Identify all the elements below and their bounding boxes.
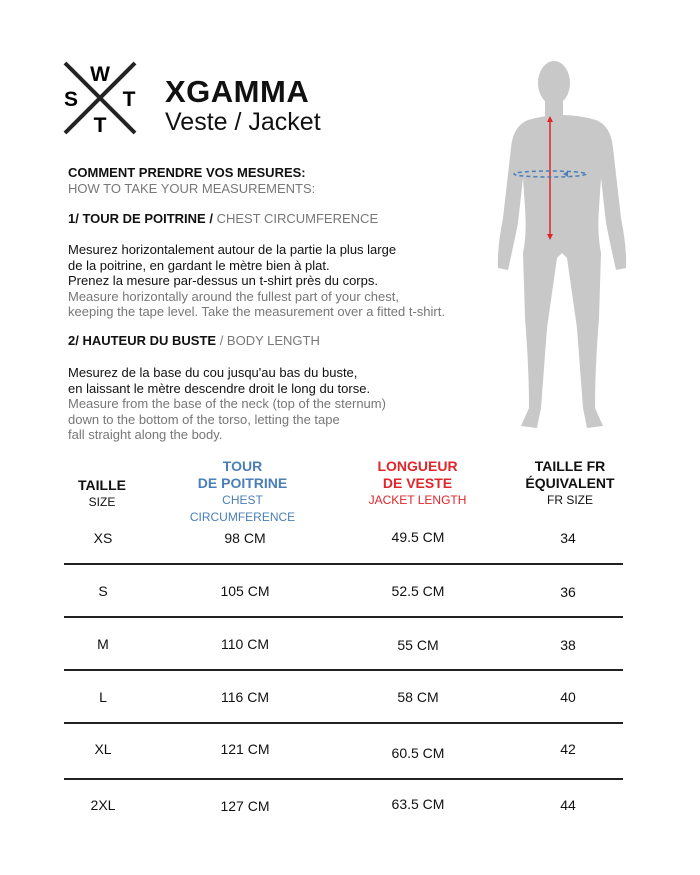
step2-fr-line: en laissant le mètre descendre droit le long du torse. xyxy=(68,380,371,396)
step1-text xyxy=(68,242,445,320)
header-chest xyxy=(170,458,315,526)
header-fr-size-fr: TAILLE FR ÉQUIVALENT xyxy=(525,458,615,491)
step1-heading xyxy=(68,211,378,227)
step2-fr-line: Mesurez de la base du cou jusqu'au bas du buste, xyxy=(68,365,358,380)
fr-size-cell: 42 xyxy=(560,741,576,757)
chest-cell: 121 CM xyxy=(220,741,270,757)
header-chest-en: CHEST CIRCUMFERENCE xyxy=(189,493,296,524)
chest-cell: 127 CM xyxy=(220,798,270,814)
brand-title: XGAMMA xyxy=(165,74,310,109)
length-cell: 55 CM xyxy=(397,637,439,653)
chest-cell: 98 CM xyxy=(224,530,266,546)
length-cell: 52.5 CM xyxy=(391,583,445,599)
svg-text:T: T xyxy=(122,88,136,111)
header-size-fr: TAILLE xyxy=(78,477,126,493)
step1-fr-line: Prenez la mesure par-dessus un t-shirt près du corps. xyxy=(68,273,378,288)
header-size xyxy=(52,477,152,511)
row-divider xyxy=(64,722,623,724)
length-cell: 63.5 CM xyxy=(391,796,445,812)
size-cell: L xyxy=(99,689,107,705)
step2-en-line: fall straight along the body. xyxy=(68,427,223,442)
howto-title-fr: COMMENT PRENDRE VOS MESURES: xyxy=(68,165,306,180)
header-fr-size xyxy=(500,458,640,509)
header-chest-fr: TOUR DE POITRINE xyxy=(197,458,288,491)
fr-size-cell: 36 xyxy=(560,584,576,600)
length-cell: 58 CM xyxy=(397,689,439,705)
header-length xyxy=(345,458,490,509)
row-divider xyxy=(64,778,623,780)
length-cell: 49.5 CM xyxy=(391,529,445,545)
svg-text:W: W xyxy=(90,63,110,86)
fr-size-cell: 38 xyxy=(560,637,576,653)
step2-en-line: down to the bottom of the torso, letting the tape xyxy=(68,411,340,427)
body-measurement-figure xyxy=(495,58,630,436)
swt-logo xyxy=(62,60,138,136)
howto-title-en: HOW TO TAKE YOUR MEASUREMENTS: xyxy=(68,181,316,196)
step1-fr-line: Mesurez horizontalement autour de la partie la plus large xyxy=(68,242,397,257)
step2-en-line: Measure from the base of the neck (top of the sternum) xyxy=(68,396,386,411)
length-cell: 60.5 CM xyxy=(391,745,445,761)
size-cell: XS xyxy=(93,530,113,546)
row-divider xyxy=(64,563,623,565)
step1-en-line: Measure horizontally around the fullest part of your chest, xyxy=(68,288,399,304)
svg-text:T: T xyxy=(93,114,107,136)
svg-text:S: S xyxy=(63,88,79,111)
chest-cell: 110 CM xyxy=(221,636,269,652)
fr-size-cell: 44 xyxy=(560,797,576,813)
size-cell: M xyxy=(97,636,109,652)
chest-cell: 105 CM xyxy=(220,583,270,599)
step1-title-en: CHEST CIRCUMFERENCE xyxy=(212,211,379,226)
row-divider xyxy=(64,669,623,671)
row-divider xyxy=(64,616,623,618)
fr-size-cell: 40 xyxy=(560,689,576,705)
chest-cell: 116 CM xyxy=(221,689,269,705)
header-size-en: SIZE xyxy=(88,495,116,509)
step2-title-fr: 2/ HAUTEUR DU BUSTE xyxy=(68,333,217,348)
header-length-en: JACKET LENGTH xyxy=(368,493,467,507)
size-cell: XL xyxy=(94,741,112,757)
step1-fr-line: de la poitrine, en gardant le mètre bien à plat. xyxy=(68,257,330,273)
step1-en-line: keeping the tape level. Take the measurement over a fitted t-shirt. xyxy=(68,304,445,319)
product-subtitle: Veste / Jacket xyxy=(165,108,321,136)
body-silhouette xyxy=(498,61,626,428)
step1-title-fr: 1/ TOUR DE POITRINE / xyxy=(68,211,213,226)
header-fr-size-en: FR SIZE xyxy=(546,493,593,507)
size-cell: 2XL xyxy=(90,797,116,813)
fr-size-cell: 34 xyxy=(560,530,576,546)
step2-text xyxy=(68,365,386,443)
step2-title-en: / BODY LENGTH xyxy=(216,333,320,348)
step2-heading xyxy=(68,333,320,349)
header-length-fr: LONGUEUR DE VESTE xyxy=(377,458,458,491)
size-cell: S xyxy=(98,583,108,599)
